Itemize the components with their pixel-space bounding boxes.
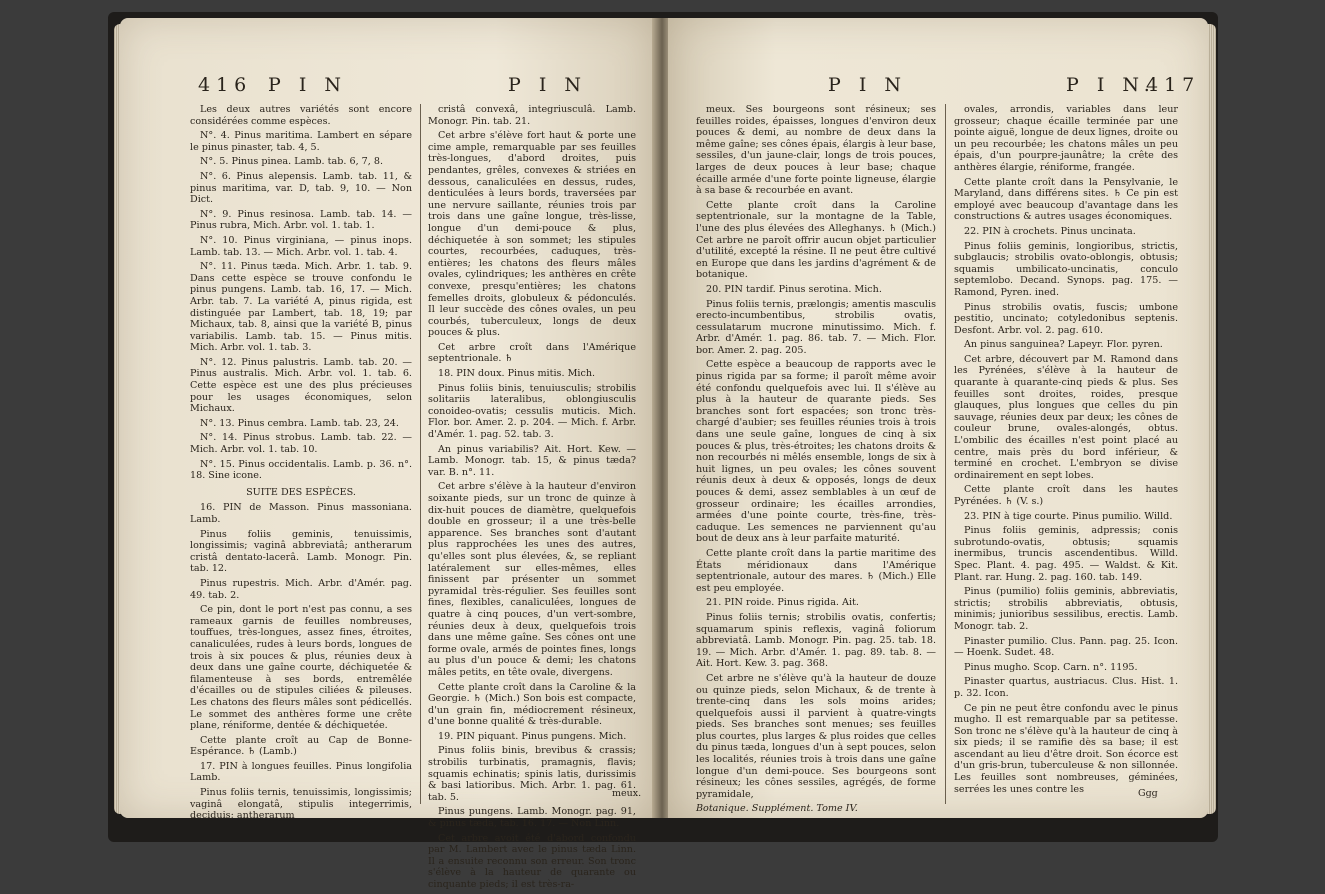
- paragraph: 18. PIN doux. Pinus mitis. Mich.: [438, 368, 596, 380]
- paragraph: Pinus foliis binis, brevibus & crassis; strobilis turbinatis, pramagnis, flavis; squamis echinatis; spinis latis, durissimis & basi latioribus. Mich. Arbr. 1. pag. 61. tab. 5.: [428, 745, 636, 803]
- paragraph: An pinus sanguinea? Lapeyr. Flor. pyren.: [964, 339, 1163, 351]
- paragraph: Cet arbre, découvert par M. Ramond dans les Pyrénées, s'élève à la hauteur de quarante à quarante-cinq pieds & plus. Ses feuilles sont droites, roides, presque glauques, plus longues que celles du pin sauvage, réunies deux par deux; les cônes de couleur brune, ovales-alongés, obtus. L'ombilic des écailles n'est point placé au centre, mais près du bord inférieur, & terminé en crochet. L'embryon se divise ordinairement en sept lobes.: [954, 353, 1178, 481]
- section-title: SUITE DES ESPÈCES.: [246, 486, 356, 498]
- paragraph: Cet arbre ne s'élève qu'à la hauteur de douze ou quinze pieds, selon Michaux, & de trente à trente-cinq dans les sols moins arides; quelquefois aussi il parvient à quatre-vingts pieds. Ses branches sont menues; ses feuilles plus courtes, plus larges & plus roides que celles du pinus tæda, longues d'un à sept pouces, selon les localités, réunies trois à trois dans une gaîne longue d'un demi-pouce. Ses bourgeons sont résineux; les cônes sessiles, agrégés, de forme pyramidale,: [696, 672, 936, 800]
- paragraph: Les deux autres variétés sont encore considérées comme espèces.: [190, 104, 412, 127]
- paragraph: 20. PIN tardif. Pinus serotina. Mich.: [706, 283, 882, 295]
- right-page: [668, 18, 1208, 818]
- paragraph: Pinaster pumilio. Clus. Pann. pag. 25. Icon. — Hoenk. Sudet. 48.: [954, 635, 1178, 659]
- paragraph: N°. 11. Pinus tæda. Mich. Arbr. 1. tab. 9. Dans cette espèce se trouve confondu le pinus pungens. Lamb. tab. 16, 17. — Mich. Arbr. tab. 7. La variété A, pinus rigida, est distinguée par Lambert, tab. 18, 19; par Michaux, tab. 8, ainsi que la variété B, pinus variabilis. Lamb. tab. 15. — Pinus mitis. Mich. Arbr. vol. 1. tab. 3.: [190, 261, 412, 354]
- paragraph: 22. PIN à crochets. Pinus uncinata.: [964, 225, 1136, 237]
- paragraph: N°. 9. Pinus resinosa. Lamb. tab. 14. — Pinus rubra, Mich. Arbr. vol. 1. tab. 1.: [190, 208, 412, 232]
- running-head-right-2: P I N.: [1066, 74, 1156, 96]
- paragraph: N°. 14. Pinus strobus. Lamb. tab. 22. — Mich. Arbr. vol. 1. tab. 10.: [190, 432, 412, 456]
- paragraph: Cette plante croît dans la Pensylvanie, le Maryland, dans différens sites. ♄ Ce pin est employé avec beaucoup d'avantage dans les constructions & autres usages économiques.: [954, 176, 1178, 223]
- right-column-2: [954, 104, 1178, 798]
- paragraph: Pinus foliis ternis, tenuissimis, longissimis; vaginâ elongatâ, stipulis integerrimis, deciduis; antherarum: [190, 787, 412, 822]
- running-head-right-1: P I N: [828, 74, 907, 96]
- paragraph: Pinus mugho. Scop. Carn. n°. 1195.: [964, 661, 1138, 673]
- paragraph: Pinus rupestris. Mich. Arbr. d'Amér. pag. 49. tab. 2.: [190, 577, 412, 601]
- paragraph: N°. 6. Pinus alepensis. Lamb. tab. 11, & pinus maritima, var. D, tab. 9, 10. — Non Dict.: [190, 170, 412, 206]
- column-rule-left: [420, 104, 421, 804]
- paragraph: Cet arbre s'élève fort haut & porte une cime ample, remarquable par ses feuilles très-longues, d'abord droites, puis pendantes, grêles, convexes & striées en dessous, canaliculées en dessus, rudes, denticulées à leurs bords, traversées par une nervure saillante, réunies trois par trois dans une gaîne longue, très-lisse, longue d'un demi-pouce & plus, déchiquetée à son sommet; les stipules courtes, recourbées, caduques, très-entières; les chatons des fleurs mâles ovales, cylindriques; les anthères en crête convexe, presqu'entières; les chatons femelles droits, globuleux & pédonculés. Il leur succède des cônes ovales, un peu courbés, tuberculeux, longs de deux pouces & plus.: [428, 130, 636, 339]
- right-column-1: [696, 104, 936, 818]
- paragraph: Pinaster quartus, austriacus. Clus. Hist. 1. p. 32. Icon.: [954, 676, 1178, 699]
- paragraph: cristâ convexâ, integriusculâ. Lamb. Monogr. Pin. tab. 21.: [428, 104, 636, 127]
- paragraph: ovales, arrondis, variables dans leur grosseur; chaque écaille terminée par une pointe aiguë, longue de deux lignes, droite ou un peu recourbée; les chatons mâles un peu épais, d'un pourpre-jaunâtre; la crête des anthères élargie, réniforme, frangée.: [954, 104, 1178, 173]
- paragraph: Pinus foliis ternis, prælongis; amentis masculis erecto-incumbentibus, strobilis ovatis, cessulatarum mucrone minutissimo. Mich. f. Arbr. d'Amér. 1. pag. 86. tab. 7. — Mich. Flor. bor. Amer. 2. pag. 205.: [696, 298, 936, 356]
- paragraph: Cette espèce a beaucoup de rapports avec le pinus rigida par sa forme; il paroît même avoir été confondu quelquefois avec lui. Il s'élève au plus à la hauteur de quarante pieds. Ses branches sont fort espacées; son tronc très-chargé d'aubier; ses feuilles réunies trois à trois dans une seule gaîne, longues de cinq à six pouces & plus, très-étroites; les chatons droits & non recourbés ni mêlés ensemble, longs de six à huit lignes, un peu ovales; les cônes souvent réunis deux à deux & opposés, longs de deux pouces & demi, assez semblables à un œuf de grosseur ordinaire; les écailles arrondies, armées d'une pointe courte, très-fine, très-caduque. Les semences ne parviennent qu'au bout de deux ans à leur parfaite maturité.: [696, 359, 936, 545]
- paragraph: Pinus foliis geminis, longioribus, strictis, subglaucis; strobilis ovato-oblongis, obtusis; squamis umbilicato-uncinatis, conculo septemlobo. Decand. Synops. pag. 175. — Ramond, Pyren. ined.: [954, 240, 1178, 298]
- page-number-left: 416: [198, 74, 253, 96]
- paragraph: 16. PIN de Masson. Pinus massoniana. Lamb.: [190, 502, 412, 525]
- paragraph: Ce pin ne peut être confondu avec le pinus mugho. Il est remarquable par sa petitesse. Son tronc ne s'élève qu'à la hauteur de cinq à six pieds; il se ramifie dès sa base; il est ascendant au lieu d'être droit. Son écorce est d'un gris-brun, tuberculeuse & non sillonnée. Les feuilles sont nombreuses, géminées, serrées les unes contre les: [954, 702, 1178, 795]
- paragraph: Cette plante croît au Cap de Bonne-Espérance. ♄ (Lamb.): [190, 734, 412, 758]
- paragraph: 23. PIN à tige courte. Pinus pumilio. Willd.: [964, 510, 1173, 522]
- paragraph: N°. 13. Pinus cembra. Lamb. tab. 23, 24.: [200, 417, 399, 429]
- left-column-2: [428, 104, 636, 894]
- paragraph: Cette plante croît dans la Caroline & la Georgie. ♄ (Mich.) Son bois est compacte, d'un grain fin, médiocrement résineux, d'une bonne qualité & très-durable.: [428, 681, 636, 728]
- paragraph: Pinus strobilis ovatis, fuscis; umbone pestitio, uncinato; cotyledonibus septenis. Desfont. Arbr. vol. 2. pag. 610.: [954, 301, 1178, 336]
- paragraph: Pinus (pumilio) foliis geminis, abbreviatis, strictis; strobilis abbreviatis, obtusis, minimis; junioribus sessilibus, erectis. Lamb. Monogr. tab. 2.: [954, 586, 1178, 632]
- paragraph: N°. 12. Pinus palustris. Lamb. tab. 20. — Pinus australis. Mich. Arbr. vol. 1. tab. 6. Cette espèce est une des plus précieuses pour les usages économiques, selon Michaux.: [190, 356, 412, 415]
- paragraph: 17. PIN à longues feuilles. Pinus longifolia Lamb.: [190, 760, 412, 784]
- paragraph: Pinus foliis ternis; strobilis ovatis, confertis; squamarum spinis reflexis, vaginâ foliorum abbreviatâ. Lamb. Monogr. Pin. pag. 25. tab. 18. 19. — Mich. Arbr. d'Amér. 1. pag. 89. tab. 8. — Ait. Hort. Kew. 3. pag. 368.: [696, 611, 936, 670]
- running-head-left-2: P I N: [508, 74, 587, 96]
- footer-line: Botanique. Supplément. Tome IV.: [696, 803, 858, 815]
- paragraph: N°. 10. Pinus virginiana, — pinus inops. Lamb. tab. 13. — Mich. Arbr. vol. 1. tab. 4.: [190, 234, 412, 258]
- paragraph: N°. 15. Pinus occidentalis. Lamb. p. 36. n°. 18. Sine icone.: [190, 458, 412, 482]
- column-rule-right: [945, 104, 946, 804]
- paragraph: Cette plante croît dans les hautes Pyrénées. ♄ (V. s.): [954, 484, 1178, 507]
- left-page: [120, 18, 656, 890]
- paragraph: Ce pin, dont le port n'est pas connu, a ses rameaux garnis de feuilles nombreuses, touffues, très-longues, assez fines, étroites, canaliculées, rudes à leurs bords, longues de trois à six pouces & plus, réunies deux à deux dans une gaîne courte, déchiquetée & filamenteuse à ses bords, entremêlée d'écailles ou de stipules ciliées & pileuses. Les chatons des fleurs mâles sont pédicellés. Le sommet des anthères forme une crête plane, réniforme, dentée & déchiquetée.: [190, 604, 412, 732]
- paragraph: Pinus foliis geminis, tenuissimis, longissimis; vaginâ abbreviatâ; antherarum cristâ dentato-lacerâ. Lamb. Monogr. Pin. tab. 12.: [190, 528, 412, 575]
- paragraph: Pinus foliis binis, tenuiusculis; strobilis solitariis lateralibus, oblongiusculis conoideo-ovatis; cessulis muticis. Mich. Flor. bor. Amer. 2. p. 204. — Mich. f. Arbr. d'Amér. 1. pag. 52. tab. 3.: [428, 382, 636, 441]
- catchword: meux.: [612, 788, 642, 799]
- signature-mark: Ggg: [1138, 788, 1158, 799]
- running-head-left-1: P I N: [268, 74, 347, 96]
- paragraph: 21. PIN roide. Pinus rigida. Ait.: [706, 597, 859, 609]
- paragraph: N°. 5. Pinus pinea. Lamb. tab. 6, 7, 8.: [200, 156, 384, 168]
- paragraph: 19. PIN piquant. Pinus pungens. Mich.: [438, 730, 627, 742]
- paragraph: Cet arbre avoit été d'abord confondu par M. Lambert avec le pinus tæda Linn. Il a ensuite reconnu son erreur. Son tronc s'élève à la hauteur de quarante ou cinquante pieds; il est très-ra-: [428, 832, 636, 890]
- paragraph: Cet arbre s'élève à la hauteur d'environ soixante pieds, sur un tronc de quinze à dix-huit pouces de diamètre, quelquefois double en grosseur; il a une très-belle apparence. Ses branches sont d'autant plus rapprochées les unes des autres, qu'elles sont plus élevées, &, se repliant latéralement sur elles-mêmes, elles finissent par présenter un sommet pyramidal très-régulier. Ses feuilles sont fines, flexibles, canaliculées, longues de quatre à cinq pouces, d'un vert-sombre, réunies deux à deux, quelquefois trois dans une même gaîne. Ses cônes ont une forme ovale, armés de pointes fines, longs au plus d'un pouce & demi; les chatons mâles petits, en tête ovale, divergens.: [428, 481, 636, 678]
- page-number-right: 417: [1146, 74, 1201, 96]
- paragraph: N°. 4. Pinus maritima. Lambert en sépare le pinus pinaster, tab. 4, 5.: [190, 130, 412, 153]
- left-column-1: [190, 104, 412, 825]
- paragraph: Pinus foliis geminis, adpressis; conis subrotundo-ovatis, obtusis; squamis inermibus, truncis ascendentibus. Willd. Spec. Plant. 4. pag. 495. — Waldst. & Kit. Plant. rar. Hung. 2. pag. 160. tab. 149.: [954, 525, 1178, 583]
- paragraph: Cette plante croît dans la Caroline septentrionale, sur la montagne de la Table, l'une des plus élevées des Alleghanys. ♄ (Mich.) Cet arbre ne paroît offrir aucun objet particulier d'utilité, excepté la résine. Il ne peut être cultivé en Europe que dans les jardins d'agrément & de botanique.: [696, 199, 936, 281]
- paragraph: Cet arbre croît dans l'Amérique septentrionale. ♄: [428, 341, 636, 365]
- paragraph: Pinus pungens. Lamb. Monogr. pag. 91, & pinus tæda, tab. 16. 17. — Non Linn.: [428, 806, 636, 830]
- paragraph: meux. Ses bourgeons sont résineux; ses feuilles roides, épaisses, longues d'environ deux pouces & demi, au nombre de deux dans la même gaîne; ses cônes épais, élargis à leur base, sessiles, d'un jaune-clair, longs de trois pouces, larges de deux pouces à leur base; chaque écaille armée d'une forte pointe ligneuse, élargie à sa base & recourbée en avant.: [696, 104, 936, 197]
- paragraph: Cette plante croît dans la partie maritime des États méridionaux dans l'Amérique septentrionale, autour des mares. ♄ (Mich.) Elle est peu employée.: [696, 547, 936, 594]
- paragraph: An pinus variabilis? Ait. Hort. Kew. — Lamb. Monogr. tab. 15, & pinus tæda? var. B. n°. 11.: [428, 443, 636, 478]
